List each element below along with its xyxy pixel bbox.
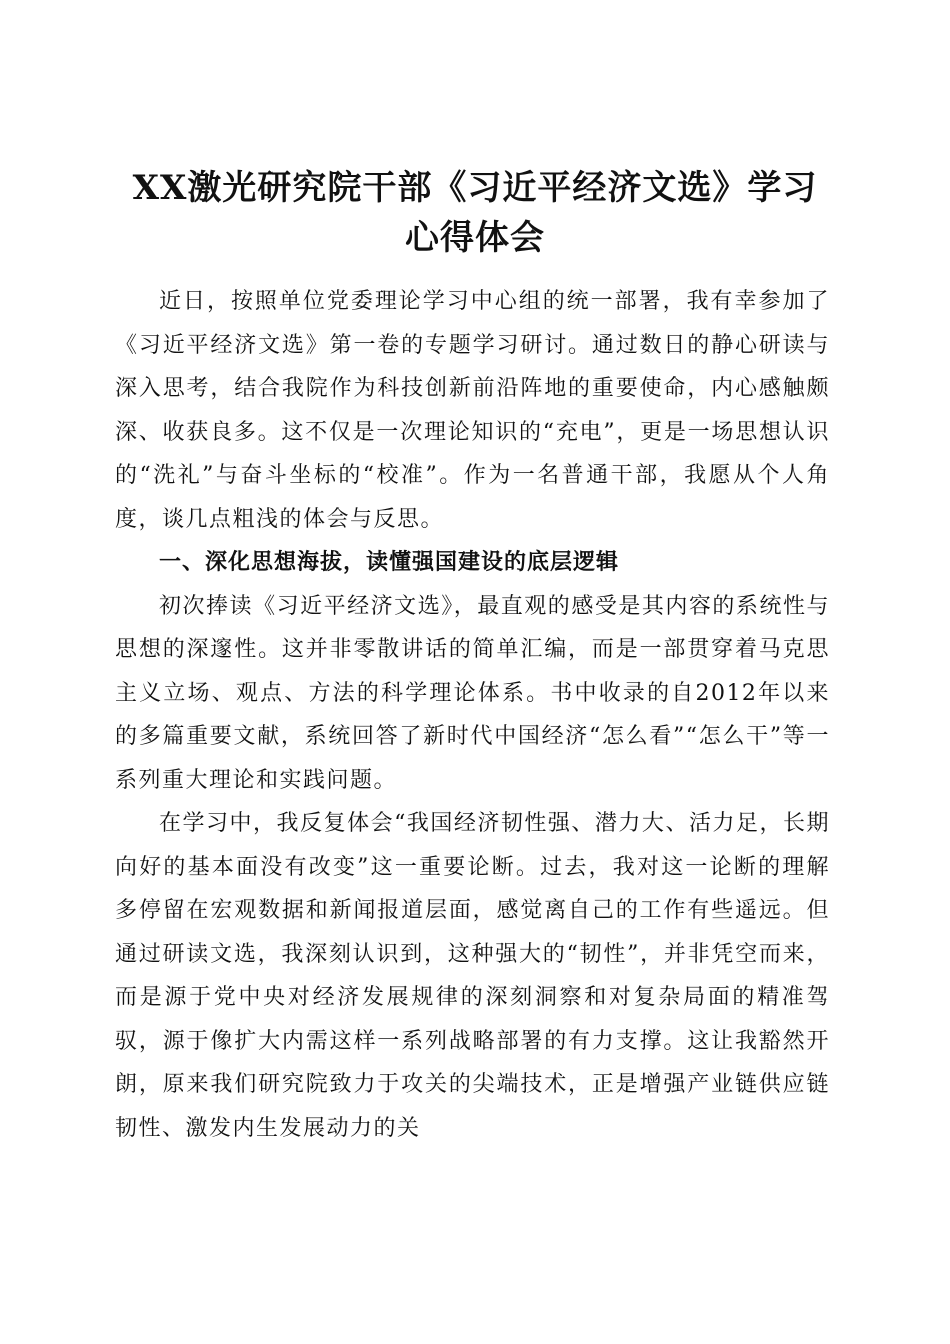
title-line-2: 心得体会 [405,217,545,258]
section-1-paragraph-2: 在学习中，我反复体会“我国经济韧性强、潜力大、活力足，长期向好的基本面没有改变”这一重要论断。过去，我对这一论断的理解多停留在宏观数据和新闻报道层面，感觉离自己的工作有些遥远。但通过研读文选，我深刻认识到，这种强大的“韧性”，并非凭空而来，而是源于党中央对经济发展规律的深刻洞察和对复杂局面的精准驾驭，源于像扩大内需这样一系列战略部署的有力支撑。这让我豁然开朗，原来我们研究院致力于攻关的尖端技术，正是增强产业链供应链韧性、激发内生发展动力的关 [115,811,830,1141]
title-line-1: XX激光研究院干部《习近平经济文选》学习 [132,167,818,208]
section-1-paragraph-1: 初次捧读《习近平经济文选》，最直观的感受是其内容的系统性与思想的深邃性。这并非零散讲话的简单汇编，而是一部贯穿着马克思主义立场、观点、方法的科学理论体系。书中收录的自2012年以来的多篇重要文献，系统回答了新时代中国经济“怎么看”“怎么干”等一系列重大理论和实践问题。 [115,593,830,793]
section-heading-1: 一、深化思想海拔，读懂强国建设的底层逻辑 [159,550,620,575]
document-title [110,163,840,263]
document-body [115,280,830,1150]
intro-paragraph: 近日，按照单位党委理论学习中心组的统一部署，我有幸参加了《习近平经济文选》第一卷的专题学习研讨。通过数日的静心研读与深入思考，结合我院作为科技创新前沿阵地的重要使命，内心感触颇深、收获良多。这不仅是一次理论知识的“充电”，更是一场思想认识的“洗礼”与奋斗坐标的“校准”。作为一名普通干部，我愿从个人角度，谈几点粗浅的体会与反思。 [115,289,830,532]
